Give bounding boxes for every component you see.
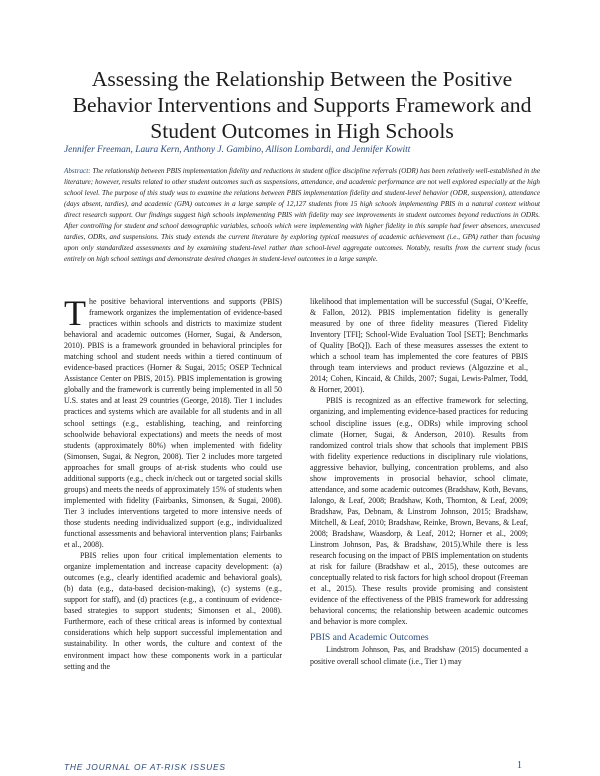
abstract [64, 166, 540, 265]
right-paragraph-1: likelihood that implementation will be successful (Sugai, O’Keeffe, & Fallon, 2012). PBIS implementation fidelity is generally measured by one of three fidelity measures (Tiered Fidelity Inventory [TFI]; School-Wide Evaluation Tool [SET]; Benchmarks of Quality [BoQ]). Each of these measures assesses the extent to which a school team has implemented the core features of PBIS through team interviews and product reviews (Algozzine et al., 2014; Cohen, Kincaid, & Childs, 2007; Sugai, Lewis-Palmer, Todd, & Horner, 2001). [310, 297, 528, 395]
section-heading: PBIS and Academic Outcomes [310, 632, 429, 644]
page-number: 1 [517, 760, 522, 771]
abstract-label: Abstract: [64, 167, 91, 175]
right-paragraph-2: PBIS is recognized as an effective framework for selecting, organizing, and implementing evidence-based practices for reducing school discipline issues (e.g., ODRs) while improving school climate (Horner, Sugai, & Anderson, 2010). Results from randomized control trials show that schools that implement PBIS with fidelity experience reductions in disciplinary rule violations, aggressive behavior, bullying, concentration problems, and also show improvements in prosocial behavior, school climate, attendance, and some academic outcomes (Bradshaw, Koth, Bevans, Ialongo, & Leaf, 2008; Bradshaw, Koth, Thornton, & Leaf, 2009; Bradshaw, Pas, Debnam, & Linstrom Johnson, 2015; Bradshaw, Mitchell, & Leaf, 2010; Bradshaw, Reinke, Brown, Bevans, & Leaf, 2008; Bradshaw, Waasdorp, & Leaf, 2012; Horner et al., 2009; Linstrom Johnson, Pas, & Bradshaw, 2015).While there is less research focusing on the impact of PBIS implementation on students at risk for failure (Bradshaw et al., 2015), these outcomes are conceptually related to risk factors for high school dropout (Freeman et al., 2015). These results provide promising and consistent evidence of the effectiveness of the PBIS framework for addressing behavioral concerns; the relationship between academic outcomes and behavior is more complex. [310, 396, 528, 627]
journal-name: THE JOURNAL OF AT-RISK ISSUES [64, 762, 226, 772]
left-paragraph-1 [64, 293, 282, 550]
abstract-text: The relationship between PBIS implementation fidelity and reductions in student office discipline referrals (ODR) has been relatively well-established in the literature; however, results related to other student outcomes such as suspensions, attendance, and academic performance are not well explored especially at the high school level. The purpose of this study was to examine the relations between PBIS implementation fidelity and student-level behavior (ODR, suspension), attendance (days absent, tardies), and academic (GPA) outcomes in a large sample of 12,127 students from 15 high schools implementing PBIS in a natural context without direct research support. Our findings suggest high schools implementing PBIS with fidelity may see improvements in student outcomes beyond reductions in ODRs. After controlling for student and school demographic variables, schools which were implementing with higher fidelity in this sample had fewer absences, unexcused tardies, ODRs, and suspensions. This study extends the current literature by exploring typical measures of academic achievement (i.e., GPA) rather than focusing upon only standardized assessments and by examining student-level rather than school-level aggregate outcomes. Notably, results from the current study focus entirely on high school settings and demonstrate desired changes in student-level outcomes in a large sample. [64, 167, 540, 263]
left-paragraph-1-text: he positive behavioral interventions and supports (PBIS) framework organizes the implementation of evidence-based practices within schools and districts to maximize student behavioral and academic outcomes (Horner, Sugai, & Anderson, 2010). PBIS is a framework grounded in behavioral principles for matching school and student needs within a tiered continuum of evidence-based practices (Horner & Sugai, 2015; OSEP Technical Assistance Center on PBIS, 2015). PBIS implementation is growing globally and the framework is currently being implemented in all 50 U.S. states and at least 29 countries (George, 2018). Tier 1 includes practices and systems which are available for all students and in all school settings (e.g., establishing, teaching, and reinforcing schoolwide behavioral expectations) and meets the needs of most students (approximately 80%) when implemented with fidelity (Simonsen, Sugai, & Negron, 2008). Tier 2 includes more targeted approaches for small groups of at-risk students who could use additional supports (e.g., check in/check out or targeted social skills groups) and meets the needs of approximately 15% of students when implemented with fidelity (Fairbanks, Simonsen, & Sugai, 2008). Tier 3 includes interventions targeted to more intensive needs of those students needing individualized support (e.g., individualized functional assessments and behavioral intervention plans; Fairbanks et al., 2008). [64, 297, 282, 550]
article-title: Assessing the Relationship Between the Positive Behavior Interventions and Supports Framework and Student Outcomes in High Schools [72, 67, 532, 143]
author-list: Jennifer Freeman, Laura Kern, Anthony J. Gambino, Allison Lombardi, and Jennifer Kowitt [64, 145, 411, 155]
left-column [64, 293, 282, 672]
right-column [310, 296, 528, 667]
right-paragraph-3: Lindstrom Johnson, Pas, and Bradshaw (2015) documented a positive overall school climate (i.e., Tier 1) may [310, 645, 528, 666]
left-paragraph-2: PBIS relies upon four critical implementation elements to organize implementation and increase capacity development: (a) outcomes (e.g., clearly identified academic and behavioral goals), (b) data (e.g., data-based decision-making), (c) systems (e.g., support for staff), and (d) practices (e.g., a continuum of evidence-based strategies to support students; Simonsen et al., 2008). Furthermore, each of these critical areas is informed by contextual considerations which help support successful implementation and sustainability. In other words, the culture and context of the environment impact how these components work in a particular setting and the [64, 551, 282, 671]
drop-cap: T [64, 293, 86, 333]
